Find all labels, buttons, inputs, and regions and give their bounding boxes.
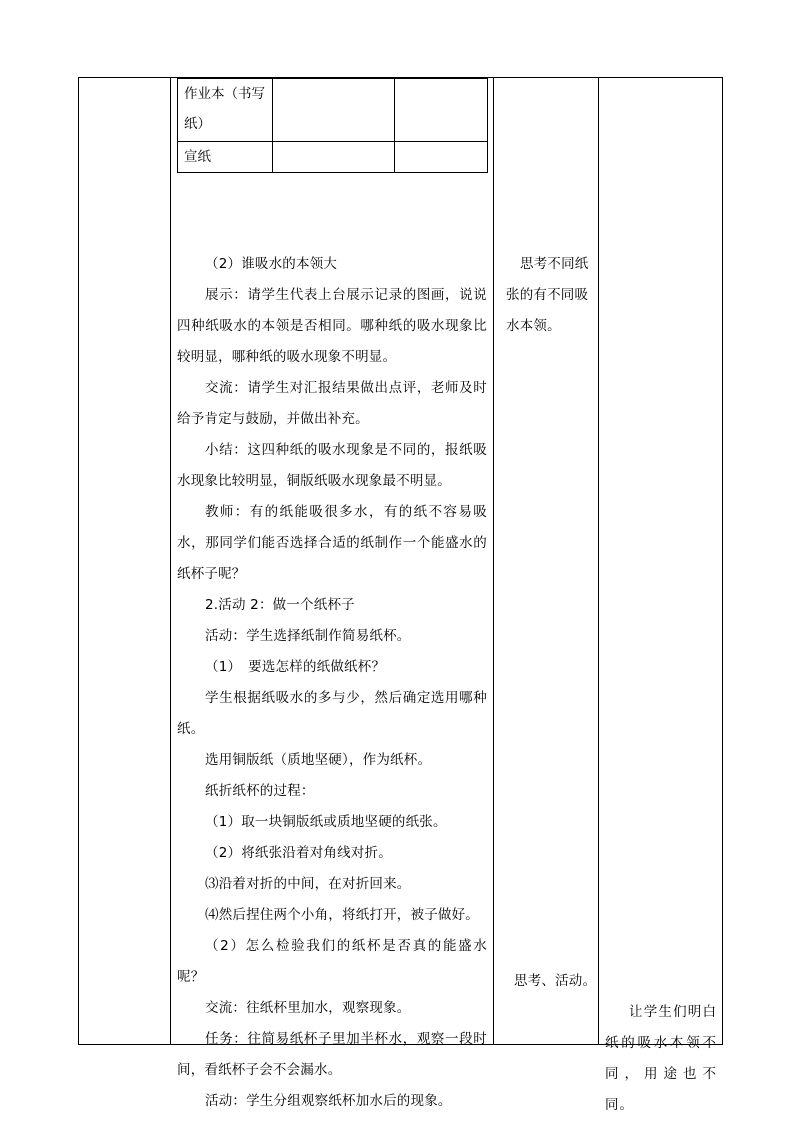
paper-type-label: 作业本（书写纸） — [178, 79, 273, 142]
paragraph-exchange-2: 交流：往纸杯里加水，观察现象。 — [205, 1000, 411, 1016]
teacher-activity-text — [171, 249, 493, 1117]
table-cell — [273, 79, 395, 142]
student-activity-text: 思考、活动。 — [514, 973, 597, 989]
paragraph-teacher: 教师：有的纸能吸很多水，有的纸不容易吸水，那同学们能否选择合适的纸制作一个能盛水的纸杯子呢？ — [177, 504, 487, 582]
table-cell — [395, 79, 488, 142]
paragraph-display: 展示：请学生代表上台展示记录的图画，说说四种纸吸水的本领是否相同。哪种纸的吸水现象比较明显，哪种纸的吸水现象不明显。 — [177, 287, 487, 365]
design-intent-cell — [599, 78, 723, 1113]
table-row — [178, 142, 488, 173]
step-column-cell — [79, 78, 171, 1045]
paragraph-activity: 活动：学生选择纸制作简易纸杯。 — [205, 628, 411, 644]
paragraph-task: 任务：往简易纸杯子里加半杯水，观察一段时间，看纸杯子会不会漏水。 — [177, 1031, 487, 1078]
design-intent-text: 让学生们明白纸的吸水本领不同，用途也不同。 — [605, 1004, 717, 1113]
paragraph-summary: 小结：这四种纸的吸水现象是不同的，报纸吸水现象比较明显，铜版纸吸水现象最不明显。 — [177, 442, 487, 489]
paper-comparison-table — [177, 78, 488, 173]
paragraph-step-2: （2）将纸张沿着对角线对折。 — [205, 845, 392, 861]
student-activity-cell — [494, 78, 599, 1045]
paper-type-label: 宣纸 — [178, 142, 273, 173]
table-row — [178, 79, 488, 142]
paragraph-exchange: 交流：请学生对汇报结果做出点评，老师及时给予肯定与鼓励，并做出补充。 — [177, 380, 487, 427]
paragraph-group-observe: 活动：学生分组观察纸杯加水后的现象。 — [205, 1093, 452, 1109]
table-cell — [395, 142, 488, 173]
student-think-text: 思考不同纸张的有不同吸水本领。 — [506, 256, 589, 334]
paragraph-step-1: （1）取一块铜版纸或质地坚硬的纸张。 — [205, 814, 447, 830]
subheading-who-absorbs-more: （2）谁吸水的本领大 — [205, 256, 338, 272]
paragraph-step-3: ⑶沿着对折的中间，在对折回来。 — [205, 876, 411, 892]
teacher-activity-cell — [171, 78, 494, 1109]
subheading-activity-2: 2.活动 2：做一个纸杯子 — [205, 597, 355, 613]
paragraph-student-choose: 学生根据纸吸水的多与少，然后确定选用哪种纸。 — [177, 690, 487, 737]
paragraph-question-2: （2）怎么检验我们的纸杯是否真的能盛水呢？ — [177, 938, 487, 985]
paragraph-folding-process: 纸折纸杯的过程： — [205, 783, 315, 799]
lesson-plan-table — [78, 77, 723, 1113]
table-cell — [273, 142, 395, 173]
paragraph-question-1: （1） 要选怎样的纸做纸杯？ — [205, 659, 386, 675]
paragraph-choose-paper: 选用铜版纸（质地坚硬），作为纸杯。 — [205, 752, 432, 768]
paragraph-step-4: ⑷然后捏住两个小角，将纸打开，被子做好。 — [205, 907, 479, 923]
